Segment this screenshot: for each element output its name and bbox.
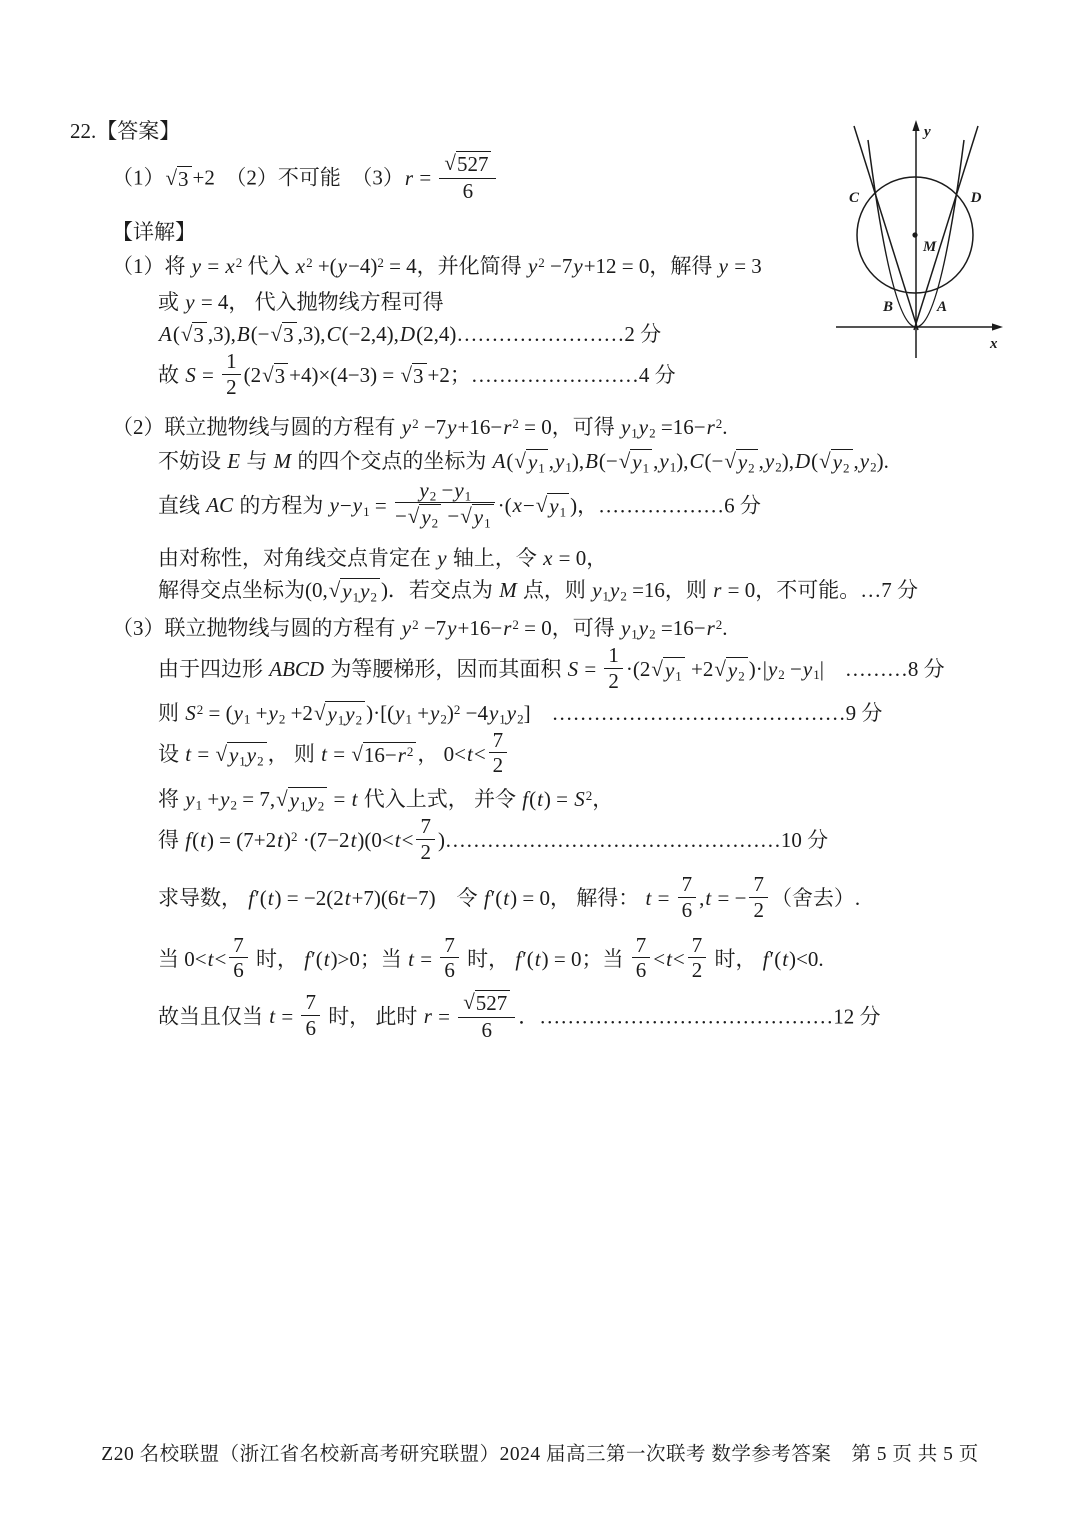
solution-line: 求导数， f′(t) = −2(2t+7)(6t−7) 令 f′(t) = 0， 解得： t = $\frac{7}{6}$ ,t = − $\frac{7}{2}$ （舍去）. (158, 872, 861, 922)
solution-line: 设 t = √ $y_1y_2$ ， 则 t = √ $16-r^2$ ， 0<t< $\frac{7}{2}$ (0, 732, 1080, 780)
x-axis-label: x (990, 336, 998, 352)
solution-line: 由于四边形 ABCD 为等腰梯形，因而其面积 S = $\frac{1}{2}$ ·(2 √ $y_1$ +2 √ $y_2$ )$\cdot|y_2 -y_1|$ ………8 分 (158, 643, 945, 693)
point-b-label: B (882, 299, 894, 315)
solution-line: 故 S = $\frac{1}{2}$ (2 √ 3 +4)×(4−3) = √ 3 +2；……………………4 分 (158, 349, 676, 400)
parabola-circle-figure (828, 112, 1020, 370)
solution-line: 不妨设 E 与 M 的四个交点的坐标为 A( √ $y_1$ $,y_1),B(-$ √ $y_1$ $,y_1),C(-$ √ $y_2$ $,y_2),D$( √ $y_2$ $,y_2$). (158, 448, 889, 476)
solution-line: 直线 AC 的方程为 $y-y_1$ = $y_2 -y_1$ − √ $y_2$ − √ $y_1$ ·(x− √ $y_1$ )，………………6 分 (158, 477, 761, 531)
solution-line: （3）联立抛物线与圆的方程有 $y^2 -7y+16-r^2 = 0$，可得 $y_1y_2 =16-r^2$. (112, 616, 728, 642)
solution-line: （1） √ 3 +2 （2）不可能 （3）r = √ 527 6 (0, 154, 1080, 205)
x-axis-arrow (992, 323, 1003, 330)
solution-line: （2）联立抛物线与圆的方程有 $y^2 -7y+16-r^2 = 0$，可得 $y_1y_2 =16-r^2$. (112, 414, 728, 441)
point-d-label: D (970, 190, 982, 206)
y-axis-label: y (924, 124, 931, 140)
solution-line: （1）将 $y = x^2$ 代入 $x^2 +(y-4)^2 = 4$，并化简得 $y^2 -7y+12 = 0$，解得 y = 3 (112, 254, 762, 279)
solution-line: 22.【答案】 (70, 119, 181, 143)
solution-line: 或 y = 4， 代入抛物线方程可得 (158, 290, 444, 315)
solution-line: 【详解】 (112, 220, 196, 245)
solution-line: A( √ 3 ,3),B(− √ 3 ,3),C(−2,4),D(2,4)……………………2 分 (159, 322, 662, 348)
point-a-label: A (936, 299, 948, 315)
y-axis-arrow (912, 120, 919, 131)
point-c-label: C (848, 190, 860, 206)
page-footer: Z20 名校联盟（浙江省名校新高考研究联盟）2024 届高三第一次联考 数学参考答案 第 5 页 共 5 页 (101, 1444, 979, 1465)
solution-line: 则 $S^2 = (y_1 +y_2 +2$ √ $y_1y_2$ )$\cdot[(y_1 +y_2)^2 -4y_1y_2]$ ……………………………………9 分 (158, 700, 883, 727)
solution-line: 当 0<t< $\frac{7}{6}$ 时， f′(t)>0；当 t = $\frac{7}{6}$ 时， f′(t) = 0；当 $\frac{7}{6}$ <t< $\frac{7}{2}$ 时， f′(t)<0. (158, 932, 824, 983)
center-point-M (912, 232, 917, 237)
solution-line: 将 $y_1 +y_2 = 7$, √ $y_1y_2$ = t 代入上式， 并令 $f(t) = S^2$， (158, 786, 614, 814)
center-m-label: M (923, 239, 937, 255)
solution-line: 得 $f(t) = (7+2t)^2 \cdot(7-2t)(0<t<$ $\frac{7}{2}$ )…………………………………………10 分 (158, 813, 829, 864)
solution-line: 故当且仅当 t = $\frac{7}{6}$ 时， 此时 r = √ 527 6 ．……………………………………12 分 (158, 989, 881, 1042)
solution-line: 解得交点坐标为(0, √ $y_1y_2$ )．若交点为 M 点，则 $y_1y_2 =16$，则 r = 0，不可能。…7 分 (158, 578, 918, 605)
solution-line: 由对称性，对角线交点肯定在 y 轴上，令 x = 0， (158, 546, 608, 571)
